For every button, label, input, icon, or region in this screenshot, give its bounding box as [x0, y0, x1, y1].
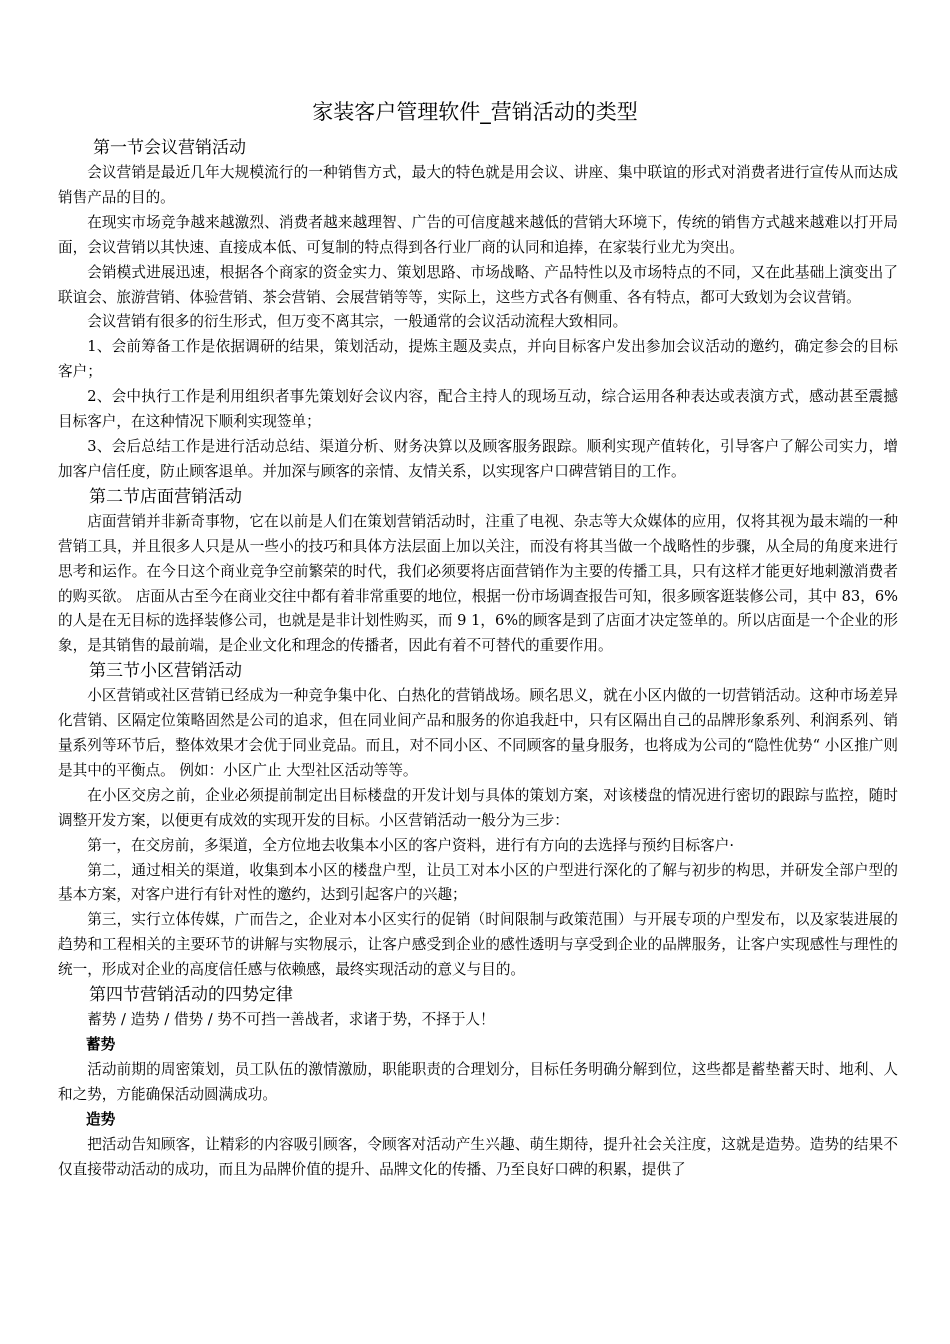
paragraph: 第三，实行立体传媒，广而告之，企业对本小区实行的促销（时间限制与政策范围）与开展专项的户型发布，以及家装进展的趋势和工程相关的主要环节的讲解与实物展示，让客户感受到企业的感性透明与享受到企业的品牌服务，让客户实现感性与理性的统一，形成对企业的高度信任感与依赖感，最终实现活动的意义与目的。: [58, 911, 898, 979]
paragraph: 会议营销有很多的衍生形式，但万变不离其宗，一般通常的会议活动流程大致相同。: [87, 313, 628, 331]
paragraph: 2、会中执行工作是利用组织者事先策划好会议内容，配合主持人的现场互动，综合运用各种表达或表演方式，感动甚至震撼目标客户，在这种情况下顺利实现签单；: [58, 388, 898, 431]
paragraph: 会议营销是最近几年大规模流行的一种销售方式，最大的特色就是用会议、讲座、集中联谊的形式对消费者进行宣传从而达成销售产品的目的。: [58, 164, 898, 206]
document-body: [58, 136, 898, 1182]
paragraph: 第二，通过相关的渠道，收集到本小区的楼盘户型，让员工对本小区的户型进行深化的了解与初步的构思，并研发全部户型的基本方案，对客户进行有针对性的邀约，达到引起客户的兴趣；: [58, 861, 898, 904]
paragraph: 在小区交房之前，企业必须提前制定出目标楼盘的开发计划与具体的策划方案，对该楼盘的情况进行密切的跟踪与监控，随时调整开发方案，以便更有成效的实现开发的目标。小区营销活动一般分为三步：: [58, 786, 898, 829]
paragraph: 小区营销或社区营销已经成为一种竞争集中化、白热化的营销战场。顾名思义，就在小区内做的一切营销活动。这种市场差异化营销、区隔定位策略固然是公司的追求，但在同业间产品和服务的你追我赶中，只有区隔出自己的品牌形象系列、利润系列、销量系列等环节后，整体效果才会优于同业竞品。而且，对不同小区、不同顾客的量身服务，也将成为公司的“隐性优势“ 小区推广则是其中的平衡点。 例如：小区广止 大型社区活动等等。: [58, 687, 898, 779]
paragraph: 1、会前筹备工作是依据调研的结果，策划活动，提炼主题及卖点，并向目标客户发出参加会议活动的邀约，确定参会的目标客户；: [58, 338, 898, 381]
subheading: 造势: [86, 1110, 116, 1128]
section-heading: 第三节小区营销活动: [89, 661, 242, 682]
section-intro: 蓄势 / 造势 / 借势 / 势不可挡一善战者，求诸于势，不择于人！: [87, 1011, 495, 1029]
paragraph: 把活动告知顾客，让精彩的内容吸引顾客，令顾客对活动产生兴趣、萌生期待，提升社会关注度，这就是造势。造势的结果不仅直接带动活动的成功，而且为品牌价值的提升、品牌文化的传播、乃至良好口碑的积累，提供了: [58, 1135, 898, 1178]
subheading: 蓄势: [86, 1036, 116, 1053]
section-heading: 第一节会议营销活动: [93, 138, 246, 158]
paragraph: 会销模式进展迅速，根据各个商家的资金实力、策划思路、市场战略、产品特性以及市场特点的不同，又在此基础上演变出了联谊会、旅游营销、体验营销、茶会营销、会展营销等等，实际上，这些方式各有侧重、各有特点，都可大致划为会议营销。: [58, 263, 898, 306]
paragraph: 在现实市场竞争越来越激烈、消费者越来越理智、广告的可信度越来越低的营销大环境下，传统的销售方式越来越难以打开局面，会议营销以其快速、直接成本低、可复制的特点得到各行业厂商的认同和追捧，在家装行业尤为突出。: [58, 213, 898, 256]
section-heading: 第四节营销活动的四势定律: [89, 985, 293, 1006]
page-title: 家装客户管理软件_营销活动的类型: [312, 100, 638, 124]
paragraph: 第一，在交房前，多渠道，全方位地去收集本小区的客户资料，进行有方向的去选择与预约目标客户·: [87, 836, 734, 854]
section-heading: 第二节店面营销活动: [89, 486, 242, 507]
paragraph: 店面营销并非新奇事物，它在以前是人们在策划营销活动时，注重了电视、杂志等大众媒体的应用，仅将其视为最末端的一种营销工具，并且很多人只是从一些小的技巧和具体方法层面上加以关注，而没有将其当做一个战略性的步骤，从全局的角度来进行思考和运作。在今日这个商业竞争空前繁荣的时代，我们必须要将店面营销作为主要的传播工具，只有这样才能更好地刺激消费者的购买欲。 店面从古至今在商业交往中都有着非常重要的地位，根据一份市场调查报告可知，很多顾客逛装修公司，其中 83，6%的人是在无目标的选择装修公司，也就是是非计划性购买，而 9 1，6%的顾客是到了店面才决定签单的。所以店面是一个企业的形象，是其销售的最前端，是企业文化和理念的传播者，因此有着不可替代的重要作用。: [58, 512, 898, 655]
paragraph: 3、会后总结工作是进行活动总结、渠道分析、财务决算以及顾客服务跟踪。顺利实现产值转化，引导客户了解公司实力，增加客户信任度，防止顾客退单。并加深与顾客的亲情、友情关系，以实现客户口碑营销目的工作。: [58, 437, 898, 480]
paragraph: 活动前期的周密策划，员工队伍的激情激励，职能职责的合理划分，目标任务明确分解到位，这些都是蓄垫蓄天时、地利、人和之势，方能确保活动圆满成功。: [58, 1060, 898, 1103]
